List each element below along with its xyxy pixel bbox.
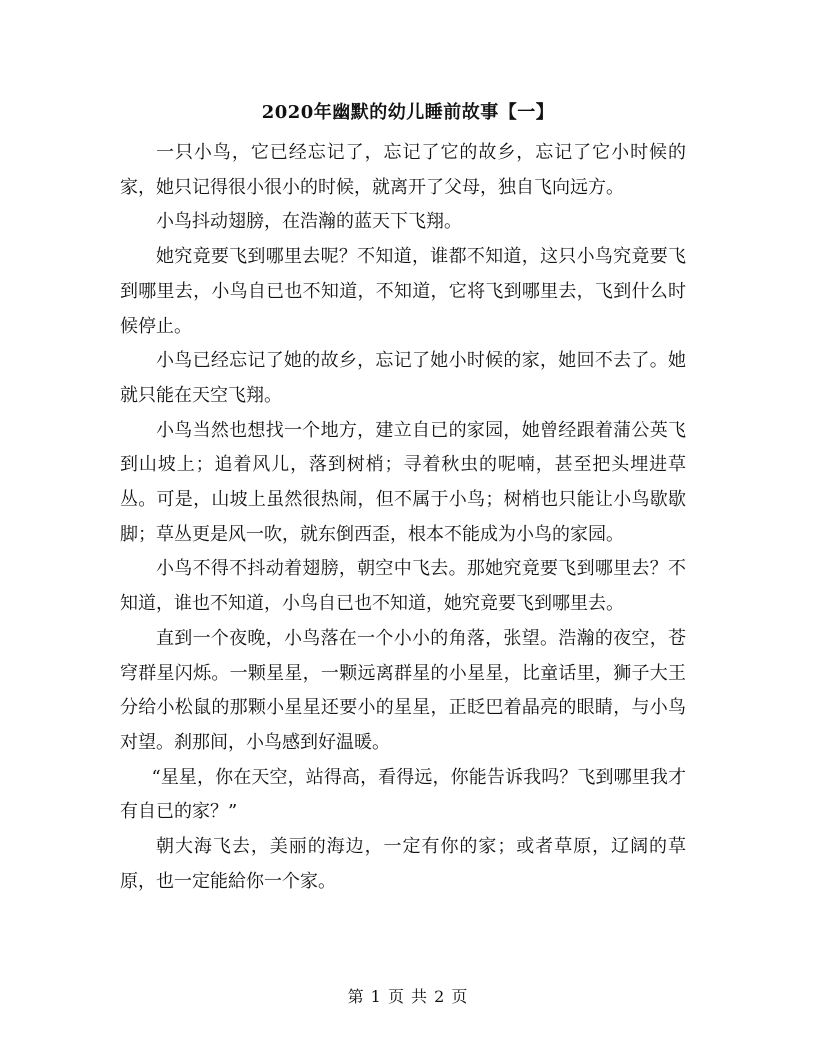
paragraph: 朝大海飞去，美丽的海边，一定有你的家；或者草原，辽阔的草原，也一定能給你一个家。 — [120, 836, 686, 892]
page-number-footer: 第 1 页 共 2 页 — [347, 987, 469, 1006]
paragraph: 小鸟抖动翅膀，在浩瀚的蓝天下飞翔。 — [156, 211, 462, 233]
paragraph: 小鸟已经忘记了她的故乡，忘记了她小时候的家，她回不去了。她就只能在天空飞翔。 — [120, 350, 686, 406]
document-title: 2020年幽默的幼儿睡前故事【一】 — [261, 102, 555, 123]
paragraph: 一只小鸟，它已经忘记了，忘记了它的故乡，忘记了它小时候的家，她只记得很小很小的时候，就离开了父母，独自飞向远方。 — [120, 142, 686, 198]
paragraph: 小鸟不得不抖动着翅膀，朝空中飞去。那她究竟要飞到哪里去？不知道，谁也不知道，小鸟自已也不知道，她究竟要飞到哪里去。 — [120, 558, 686, 615]
paragraph: 小鸟当然也想找一个地方，建立自已的家园，她曾经跟着蒲公英飞到山坡上；追着风儿，落到树梢；寻着秋虫的呢喃，甚至把头埋进草丛。可是，山坡上虽然很热闹，但不属于小鸟；树梢也只能让小鸟歇歇脚；草丛更是风一吹，就东倒西歪，根本不能成为小鸟的家园。 — [120, 419, 686, 545]
paragraph: 她究竟要飞到哪里去呢？不知道，谁都不知道，这只小鸟究竟要飞到哪里去，小鸟自已也不知道，不知道，它将飞到哪里去，飞到什么时候停止。 — [120, 246, 686, 337]
paragraph: 直到一个夜晚，小鸟落在一个小小的角落，张望。浩瀚的夜空，苍穹群星闪烁。一颗星星，一颗远离群星的小星星，比童话里，狮子大王分给小松鼠的那颗小星星还要小的星星，正眨巴着晶亮的眼睛，与小鸟对望。刹那间，小鸟感到好温暖。 — [120, 627, 686, 753]
document-body — [120, 136, 686, 899]
quoted-paragraph: “星星，你在天空，站得高，看得远，你能告诉我吗？飞到哪里我才有自已的家？” — [120, 766, 686, 823]
